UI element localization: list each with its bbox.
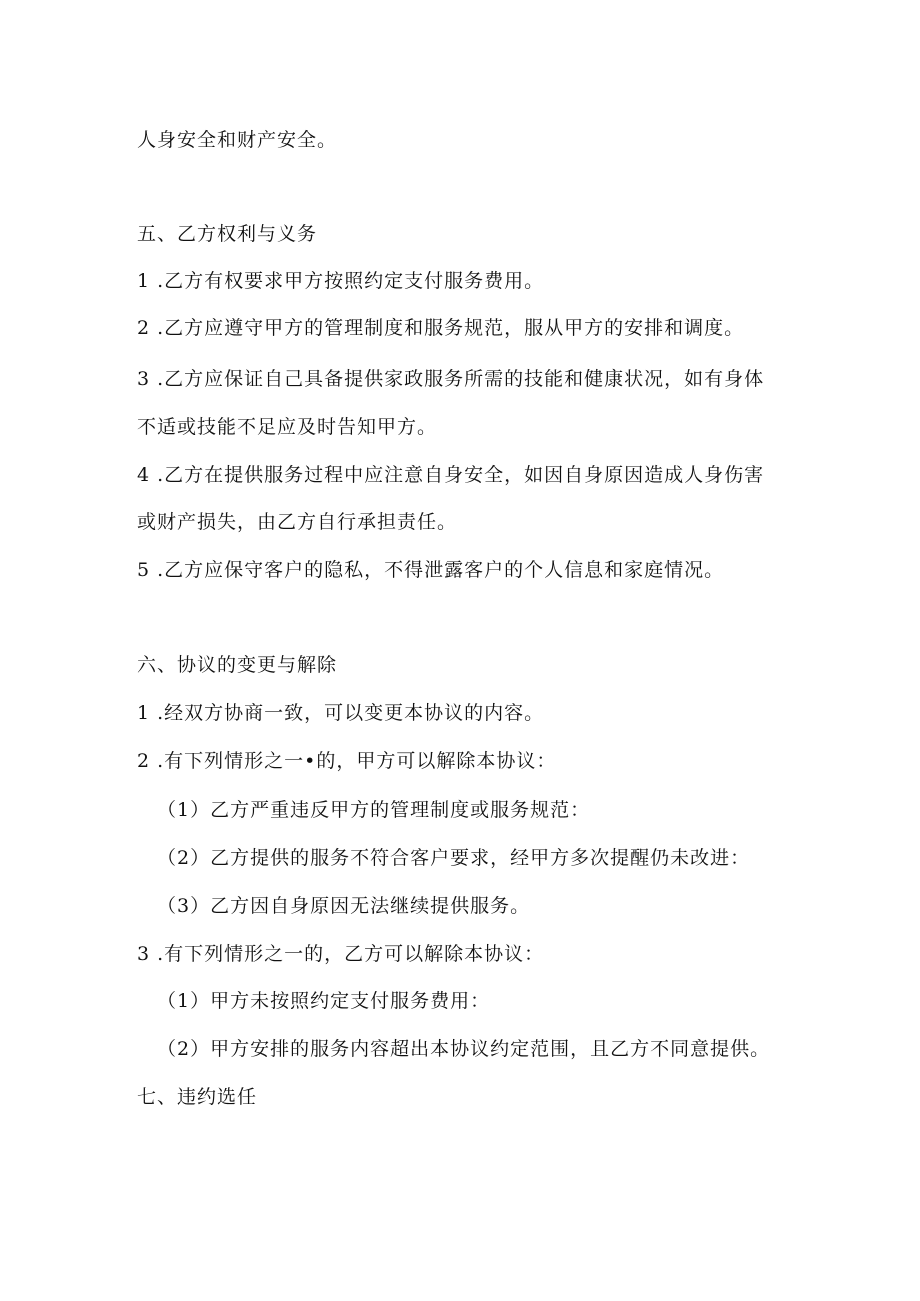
text-line: 3 .乙方应保证自己具备提供家政服务所需的技能和健康状况，如有身体 [137,368,765,390]
text-line: 2 .有下列情形之一•的，甲方可以解除本协议： [137,750,557,772]
text-line: 4 .乙方在提供服务过程中应注意自身安全，如因自身原因造成人身伤害 [137,464,765,486]
section-heading: 七、违约选任 [137,1086,258,1108]
text-line: （2）乙方提供的服务不符合客户要求，经甲方多次提醒仍未改进： [157,847,751,869]
text-line: 或财产损失，由乙方自行承担责任。 [137,511,458,533]
text-line: 2 .乙方应遵守甲方的管理制度和服务规范，服从甲方的安排和调度。 [137,317,745,339]
text-line: 1 .经双方协商一致，可以变更本协议的内容。 [137,702,545,724]
text-line: （1）乙方严重违反甲方的管理制度或服务规范： [157,799,591,821]
text-line: （1）甲方未按照约定支付服务费用： [157,990,491,1012]
text-line: 3 .有下列情形之一的，乙方可以解除本协议： [137,943,545,965]
text-line: 人身安全和财产安全。 [137,129,338,151]
text-line: 1 .乙方有权要求甲方按照约定支付服务费用。 [137,270,545,292]
section-heading: 六、协议的变更与解除 [137,654,338,676]
text-line: （2）甲方安排的服务内容超出本协议约定范围，且乙方不同意提供。 [157,1038,771,1060]
text-line: （3）乙方因自身原因无法继续提供服务。 [157,895,531,917]
text-line: 不适或技能不足应及时告知甲方。 [137,416,438,438]
section-heading: 五、乙方权利与义务 [137,223,318,245]
text-line: 5 .乙方应保守客户的隐私，不得泄露客户的个人信息和家庭情况。 [137,559,725,581]
